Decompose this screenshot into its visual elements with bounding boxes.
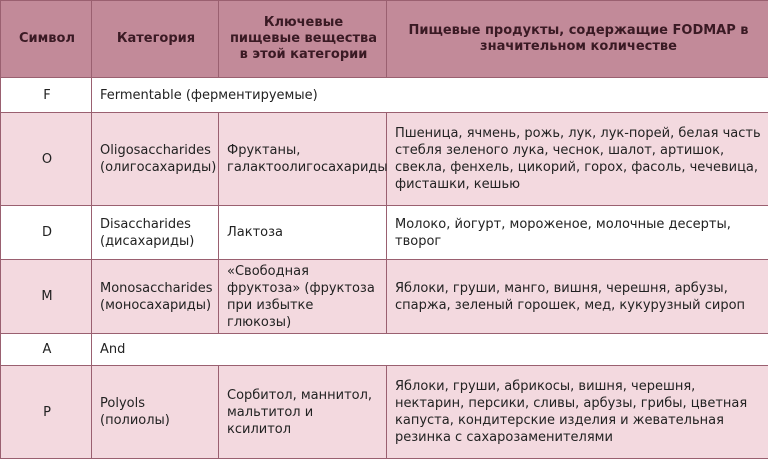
symbol-cell: F: [1, 78, 92, 113]
nutrients-cell: «Свободная фруктоза» (фруктоза при избытке глюкозы): [219, 260, 387, 334]
foods-cell: Яблоки, груши, абрикосы, вишня, черешня, нектарин, персики, сливы, арбузы, грибы, цветная капуста, кондитерские изделия и жевательная резинка с сахарозаменителями: [387, 366, 768, 459]
category-cell: Fermentable (ферментируемые): [92, 78, 768, 113]
table-row: [1, 206, 768, 260]
table-header-row: [1, 1, 768, 78]
foods-cell: Пшеница, ячмень, рожь, лук, лук-порей, белая часть стебля зеленого лука, чеснок, шалот, артишок, свекла, фенхель, цикорий, горох, фасоль, чечевица, фисташки, кешью: [387, 113, 768, 206]
nutrients-cell: Сорбитол, маннитол, мальтитол и ксилитол: [219, 366, 387, 459]
category-cell: Monosaccharides (моносахариды): [92, 260, 219, 334]
symbol-cell: A: [1, 334, 92, 366]
foods-cell: Молоко, йогурт, мороженое, молочные десерты, творог: [387, 206, 768, 260]
table-row: [1, 78, 768, 113]
symbol-cell: P: [1, 366, 92, 459]
header-nutrients: Ключевые пищевые вещества в этой категории: [219, 1, 387, 78]
foods-cell: Яблоки, груши, манго, вишня, черешня, арбузы, спаржа, зеленый горошек, мед, кукурузный сироп: [387, 260, 768, 334]
symbol-cell: M: [1, 260, 92, 334]
category-cell: Polyols (полиолы): [92, 366, 219, 459]
table-row: [1, 260, 768, 334]
table-row: [1, 113, 768, 206]
nutrients-cell: Лактоза: [219, 206, 387, 260]
header-foods: Пищевые продукты, содержащие FODMAP в значительном количестве: [387, 1, 768, 78]
nutrients-cell: Фруктаны, галактоолигосахариды: [219, 113, 387, 206]
category-cell: And: [92, 334, 768, 366]
category-cell: Disaccharides (дисахариды): [92, 206, 219, 260]
category-cell: Oligosaccharides (олигосахариды): [92, 113, 219, 206]
header-category: Категория: [92, 1, 219, 78]
header-symbol: Символ: [1, 1, 92, 78]
symbol-cell: O: [1, 113, 92, 206]
table-row: [1, 334, 768, 366]
symbol-cell: D: [1, 206, 92, 260]
table-row: [1, 366, 768, 459]
